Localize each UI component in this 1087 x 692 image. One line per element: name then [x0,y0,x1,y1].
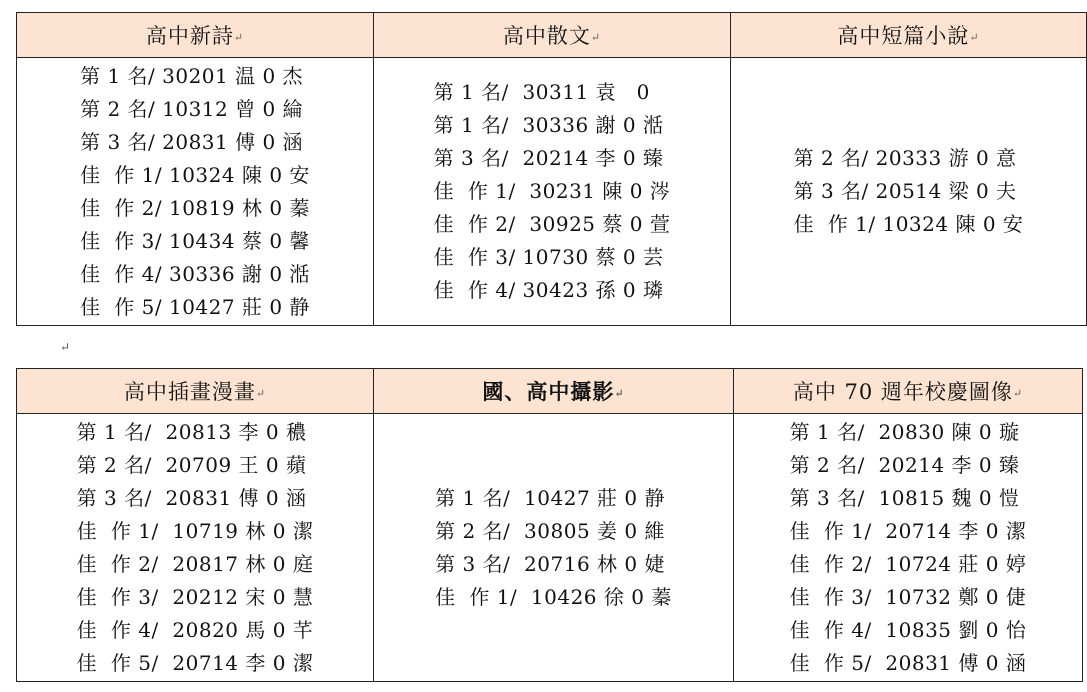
winner-entry: 佳 作 3/ 10732 鄭 0 倢 [789,584,1027,609]
winner-entry: 第 1 名/ 30311 袁 0 [433,80,650,104]
winner-entry: 第 1 名/ 20813 李 0 穠 [76,419,307,444]
winner-entry: 第 2 名/ 30805 姜 0 維 [435,518,665,543]
cell-photography-winners [374,414,734,682]
awards-table-2 [16,368,1083,682]
winner-entry: 第 3 名/ 20716 林 0 婕 [435,551,665,576]
header-short-story: 高中短篇小說↵ [731,13,1087,58]
cell-short-story-winners [731,58,1087,326]
winner-entry: 第 1 名/ 30201 温 0 杰 [80,63,304,88]
cell-illustration-winners [17,414,374,682]
winner-entry: 佳 作 1/ 10324 陳 0 安 [80,162,310,187]
winner-entry: 第 2 名/ 20709 王 0 蘋 [76,452,307,477]
paragraph-mark: ↵ [60,340,71,354]
awards-table-1 [16,12,1087,326]
header-photography: 國、高中攝影↵ [374,369,734,414]
winner-entry: 佳 作 2/ 10819 林 0 蓁 [80,195,310,220]
winner-entry: 第 1 名/ 30336 謝 0 湉 [433,113,664,137]
winner-entry: 佳 作 1/ 30231 陳 0 涔 [433,179,671,203]
winner-entry: 第 3 名/ 20831 傅 0 涵 [76,485,307,510]
winner-entry: 佳 作 1/ 20714 李 0 潔 [789,518,1027,543]
winner-entry: 第 3 名/ 20831 傅 0 涵 [80,129,304,154]
winner-entry: 佳 作 5/ 20714 李 0 潔 [76,650,314,675]
winner-entry: 第 1 名/ 20830 陳 0 璇 [789,419,1020,444]
winner-entry: 佳 作 4/ 30336 謝 0 湉 [80,261,310,286]
header-modern-poetry: 高中新詩↵ [17,13,374,58]
winner-entry: 第 2 名/ 20333 游 0 意 [793,146,1017,170]
cell-prose-winners [374,58,731,326]
winner-entry: 佳 作 4/ 20820 馬 0 芊 [76,617,314,642]
winner-entry: 佳 作 1/ 10426 徐 0 蓁 [435,584,672,609]
winner-entry: 佳 作 1/ 10719 林 0 潔 [76,518,314,543]
header-anniversary-image: 高中 70 週年校慶圖像↵ [734,369,1083,414]
winner-entry: 第 1 名/ 10427 莊 0 静 [435,485,665,510]
winner-entry: 佳 作 2/ 20817 林 0 庭 [76,551,314,576]
cell-anniversary-winners [734,414,1083,682]
header-prose: 高中散文↵ [374,13,731,58]
winner-entry: 佳 作 3/ 10434 蔡 0 馨 [80,228,310,253]
winner-entry: 第 3 名/ 20514 梁 0 夫 [793,179,1017,203]
winner-entry: 第 3 名/ 20214 李 0 臻 [433,146,664,170]
cell-modern-poetry-winners [17,58,374,326]
winner-entry: 佳 作 5/ 20831 傅 0 涵 [789,650,1027,675]
winner-entry: 佳 作 3/ 10730 蔡 0 芸 [433,245,664,269]
winner-entry: 第 3 名/ 10815 魏 0 愷 [789,485,1020,510]
winner-entry: 佳 作 5/ 10427 莊 0 静 [80,294,310,319]
winner-entry: 佳 作 4/ 10835 劉 0 怡 [789,617,1027,642]
winner-entry: 佳 作 1/ 10324 陳 0 安 [793,212,1024,236]
header-illustration-comics: 高中插畫漫畫↵ [17,369,374,414]
winner-entry: 佳 作 2/ 10724 莊 0 婷 [789,551,1027,576]
winner-entry: 第 2 名/ 20214 李 0 臻 [789,452,1020,477]
winner-entry: 佳 作 4/ 30423 孫 0 璘 [433,278,664,302]
winner-entry: 佳 作 2/ 30925 蔡 0 萱 [433,212,671,236]
winner-entry: 佳 作 3/ 20212 宋 0 慧 [76,584,314,609]
winner-entry: 第 2 名/ 10312 曾 0 綸 [80,96,304,121]
